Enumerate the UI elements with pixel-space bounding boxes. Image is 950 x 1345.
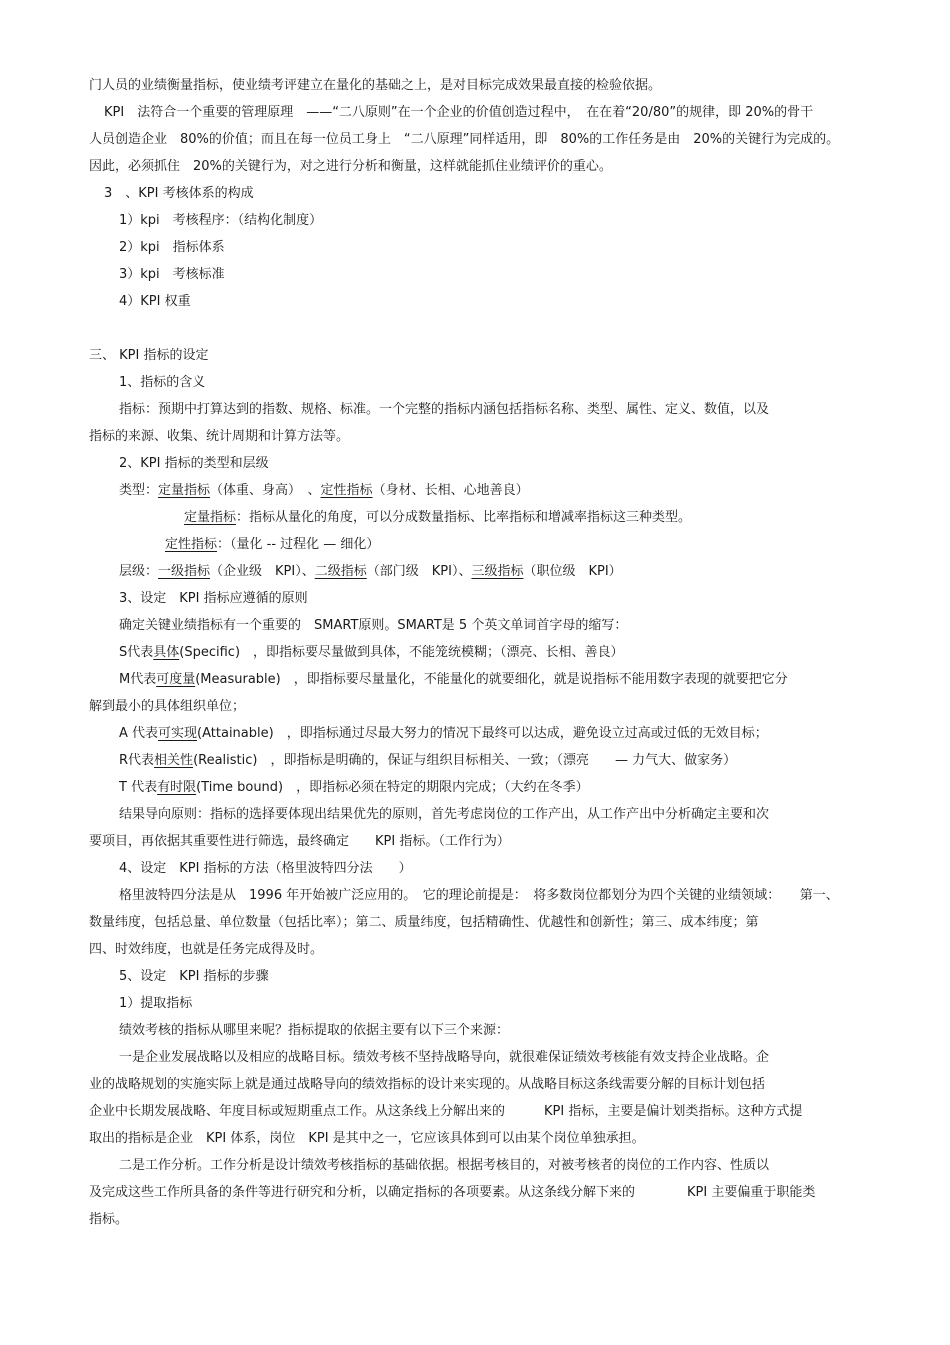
list-item: 4）KPI 权重 bbox=[119, 294, 191, 309]
paragraph-line: 因此，必须抓住 20%的关键行为，对之进行分析和衡量，这样就能抓住业绩评价的重心。 bbox=[89, 159, 612, 174]
line-prefix: S代表 bbox=[119, 645, 154, 660]
paragraph-line: 数量纬度，包括总量、单位数量（包括比率）；第二、质量纬度，包括精确性、优越性和创新性；第三、成本纬度；第 bbox=[89, 915, 759, 930]
list-item: 2）kpi 指标体系 bbox=[119, 240, 225, 255]
underlined-term: 一级指标 bbox=[158, 564, 211, 579]
paragraph-line: 四、时效纬度，也就是任务完成得及时。 bbox=[89, 942, 324, 957]
section-heading: 3、设定 KPI 指标应遵循的原则 bbox=[119, 591, 308, 606]
paragraph-line: 业的战略规划的实施实际上就是通过战略导向的绩效指标的设计来实现的。从战略目标这条线需要分解的目标计划包括 bbox=[89, 1077, 766, 1092]
smart-a-line bbox=[89, 720, 889, 747]
line-text: （体重、身高） 、 bbox=[210, 483, 321, 498]
paragraph-line: 企业中长期发展战略、年度目标或短期重点工作。从这条线上分解出来的 KPI 指标，主要是偏计划类指标。这种方式提 bbox=[89, 1104, 803, 1119]
document-body bbox=[89, 72, 889, 1233]
paragraph-line: 指标：预期中打算达到的指数、规格、标准。一个完整的指标内涵包括指标名称、类型、属性、定义、数值，以及 bbox=[119, 402, 770, 417]
paragraph-line: KPI 法符合一个重要的管理原理 ——“二八原则”在一个企业的价值创造过程中， 在在着“20/80”的规律，即 20%的骨干 bbox=[104, 105, 814, 120]
line-prefix: 类型： bbox=[119, 483, 159, 498]
paragraph-line: 二是工作分析。工作分析是设计绩效考核指标的基础依据。根据考核目的，对被考核者的岗位的工作内容、性质以 bbox=[119, 1158, 770, 1173]
line-text: ：（量化 -- 过程化 — 细化） bbox=[217, 537, 380, 552]
underlined-term: 有时限 bbox=[157, 780, 197, 795]
paragraph-line: 解到最小的具体组织单位； bbox=[89, 699, 246, 714]
line-text: （部门级 KPI）、 bbox=[366, 564, 472, 579]
chapter-heading: 三、 KPI 指标的设定 bbox=[89, 348, 209, 363]
underlined-term: 具体 bbox=[153, 645, 180, 660]
section-heading: 3 、KPI 考核体系的构成 bbox=[104, 186, 254, 201]
paragraph-line: 门人员的业绩衡量指标，使业绩考评建立在量化的基础之上，是对目标完成效果最直接的检验依据。 bbox=[89, 78, 662, 93]
smart-m-line bbox=[89, 666, 889, 693]
qualitative-definition-line bbox=[89, 531, 889, 558]
spacer bbox=[89, 315, 889, 342]
paragraph-line: 绩效考核的指标从哪里来呢？指标提取的依据主要有以下三个来源： bbox=[119, 1023, 510, 1038]
line-text: (Time bound) ，即指标必须在特定的期限内完成；（大约在冬季） bbox=[196, 780, 589, 795]
section-heading: 5、设定 KPI 指标的步骤 bbox=[119, 969, 269, 984]
line-text: (Attainable) ，即指标通过尽最大努力的情况下最终可以达成，避免设立过高或过低的无效目标； bbox=[197, 726, 768, 741]
paragraph-line: 确定关键业绩指标有一个重要的 SMART原则。SMART是 5 个英文单词首字母的缩写： bbox=[119, 618, 628, 633]
underlined-term: 定量指标 bbox=[158, 483, 211, 498]
paragraph-line: 取出的指标是企业 KPI 体系，岗位 KPI 是其中之一，它应该具体到可以由某个岗位单独承担。 bbox=[89, 1131, 645, 1146]
underlined-term: 可实现 bbox=[158, 726, 198, 741]
smart-t-line bbox=[89, 774, 889, 801]
underlined-term: 定量指标 bbox=[184, 510, 237, 525]
smart-r-line bbox=[89, 747, 889, 774]
paragraph-line: 人员创造企业 80%的价值；而且在每一位员工身上 “二八原理”同样适用，即 80%的工作任务是由 20%的关键行为完成的。 bbox=[89, 132, 840, 147]
indicator-level-line bbox=[89, 558, 889, 585]
paragraph-line: 要项目，再依据其重要性进行筛选，最终确定 KPI 指标。（工作行为） bbox=[89, 834, 510, 849]
line-prefix: R代表 bbox=[119, 753, 155, 768]
paragraph-line: 指标。 bbox=[89, 1212, 129, 1227]
underlined-term: 二级指标 bbox=[314, 564, 367, 579]
underlined-term: 定性指标 bbox=[165, 537, 218, 552]
underlined-term: 三级指标 bbox=[471, 564, 524, 579]
line-prefix: A 代表 bbox=[119, 726, 159, 741]
line-prefix: 层级： bbox=[119, 564, 159, 579]
list-item: 3）kpi 考核标准 bbox=[119, 267, 225, 282]
smart-s-line bbox=[89, 639, 889, 666]
line-prefix: T 代表 bbox=[119, 780, 158, 795]
paragraph-line: 格里波特四分法是从 1996 年开始被广泛应用的。 它的理论前提是： 将多数岗位都划分为四个关键的业绩领域： 第一、 bbox=[119, 888, 839, 903]
underlined-term: 定性指标 bbox=[320, 483, 373, 498]
line-text: (Specific) ，即指标要尽量做到具体，不能笼统模糊；（漂亮、长相、善良） bbox=[179, 645, 624, 660]
paragraph-line: 指标的来源、收集、统计周期和计算方法等。 bbox=[89, 429, 350, 444]
line-text: (Realistic) ，即指标是明确的，保证与组织目标相关、一致；（漂亮 — 力气大、做家务） bbox=[193, 753, 737, 768]
line-text: (Measurable) ，即指标要尽量量化，不能量化的就要细化，就是说指标不能用数字表现的就要把它分 bbox=[195, 672, 788, 687]
paragraph-line: 结果导向原则：指标的选择要体现出结果优先的原则，首先考虑岗位的工作产出，从工作产出中分析确定主要和次 bbox=[119, 807, 770, 822]
line-prefix: M代表 bbox=[119, 672, 157, 687]
list-item: 1）kpi 考核程序：（结构化制度） bbox=[119, 213, 323, 228]
list-item: 1）提取指标 bbox=[119, 996, 193, 1011]
indicator-type-line bbox=[89, 477, 889, 504]
underlined-term: 可度量 bbox=[156, 672, 196, 687]
underlined-term: 相关性 bbox=[154, 753, 194, 768]
line-text: ：指标从量化的角度，可以分成数量指标、比率指标和增减率指标这三种类型。 bbox=[236, 510, 692, 525]
section-heading: 4、设定 KPI 指标的方法（格里波特四分法 ） bbox=[119, 861, 412, 876]
line-text: （企业级 KPI）、 bbox=[210, 564, 315, 579]
paragraph-line: 一是企业发展战略以及相应的战略目标。绩效考核不坚持战略导向，就很难保证绩效考核能有效支持企业战略。企 bbox=[119, 1050, 770, 1065]
section-heading: 1、指标的含义 bbox=[119, 375, 206, 390]
quantitative-definition-line bbox=[89, 504, 889, 531]
paragraph-line: 及完成这些工作所具备的条件等进行研究和分析，以确定指标的各项要素。从这条线分解下来的 KPI 主要偏重于职能类 bbox=[89, 1185, 816, 1200]
section-heading: 2、KPI 指标的类型和层级 bbox=[119, 456, 269, 471]
line-text: （身材、长相、心地善良） bbox=[372, 483, 529, 498]
line-text: （职位级 KPI） bbox=[523, 564, 622, 579]
